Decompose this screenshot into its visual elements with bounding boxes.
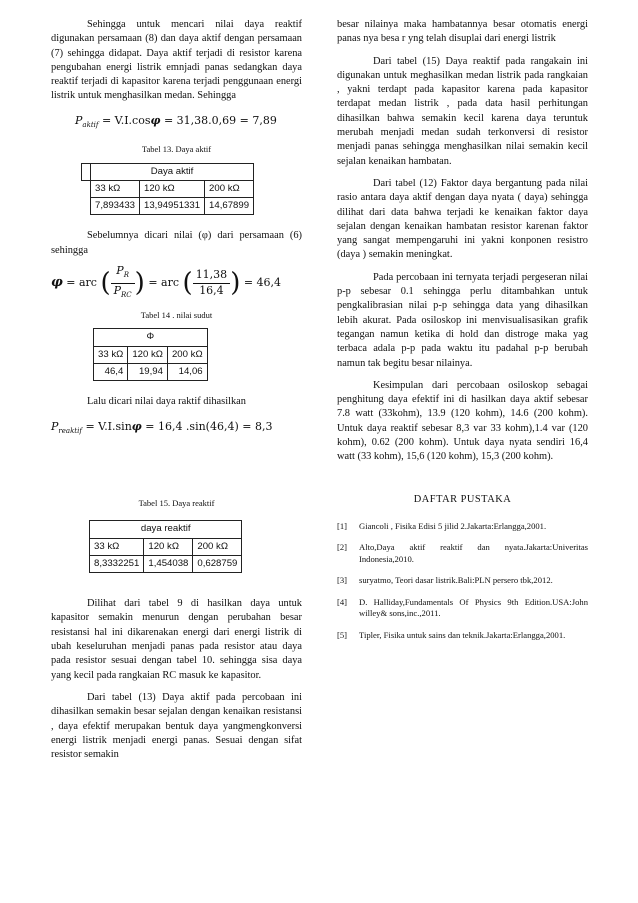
table-cell: 19,94 bbox=[128, 363, 168, 380]
reference-number: [3] bbox=[337, 575, 348, 586]
reference-item bbox=[337, 575, 588, 587]
eq-subscript: R bbox=[123, 271, 129, 280]
equation-angle: φ = arc ( $\frac{P_R}{P_{RC}}$ ) = arc ( $\frac{11,38}{16,4}$ ) = 46,4 bbox=[51, 264, 302, 302]
eq-result: = 46,4 bbox=[243, 276, 282, 290]
equation-reactive-power bbox=[51, 420, 302, 438]
eq-result: = 31,38.0,69 = 7,89 bbox=[163, 113, 277, 127]
eq-phi: φ bbox=[150, 113, 161, 127]
table-header: daya reaktif bbox=[90, 521, 242, 538]
references-title: DAFTAR PUSTAKA bbox=[413, 493, 512, 505]
table-cell: 120 kΩ bbox=[140, 180, 205, 197]
eq-operator: = arc bbox=[148, 276, 180, 290]
table-cell: 0,628759 bbox=[193, 555, 242, 572]
eq-numerator: 11,38 bbox=[193, 268, 231, 283]
reference-item bbox=[337, 542, 588, 565]
reference-number: [1] bbox=[337, 520, 348, 531]
table-cell: 33 kΩ bbox=[94, 346, 128, 363]
table-cell: 33 kΩ bbox=[91, 180, 140, 197]
eq-expression: = V.I.sin bbox=[85, 419, 132, 433]
eq-symbol: P bbox=[51, 419, 59, 433]
eq-symbol: P bbox=[75, 113, 83, 127]
table-14-caption: Tabel 14 . nilai sudut bbox=[140, 310, 213, 321]
table-cell: 14,67899 bbox=[205, 198, 254, 215]
reference-text: Tipler, Fisika untuk sains dan teknik.Jakarta:Erlangga,2001. bbox=[359, 629, 566, 640]
right-column bbox=[337, 18, 588, 651]
eq-subscript: RC bbox=[121, 290, 132, 299]
reference-text: suryatmo, Teori dasar listrik.Bali:PLN persero tbk,2012. bbox=[359, 575, 553, 586]
eq-phi: φ bbox=[131, 419, 142, 433]
eq-result: = 16,4 .sin(46,4) = 8,3 bbox=[145, 419, 273, 433]
paragraph: Kesimpulan dari percobaan osiloskop sebagai penghitung daya efektif ini di hasilkan daya aktif sebesar 7.8 watt (33kohm), 13.9 (120 kohm), 14.6 (200 kohm). Untuk daya reaktif sebesar 8,3 var 33 kohm),1.4 var (120 kohm), 0.62 (200 kohm). Untuk daya nyata sendiri 16,4 watt (33 kohm), 15,6 (120 kohm), 15,3 (200 kohm). bbox=[337, 379, 588, 463]
table-cell: 120 kΩ bbox=[128, 346, 168, 363]
reference-number: [5] bbox=[337, 629, 348, 640]
paragraph: Dari tabel (15) Daya reaktif pada rangakain ini digunakan untuk meghasilkan medan listrik pada rangkaian , yakni terdapt pada kapasitor karena pada kapasitor terdapat medan listrik , pada data hasil perhitungan dihasilkan bahwa semakin kecil karena daya teruntuk merubah menjadi medan sudah terkonversi di resistor menjadi panas sehingga menghasilkan nilai semakin kecil sejalan kenaikan hambatan. bbox=[337, 55, 588, 167]
table-cell: 200 kΩ bbox=[205, 180, 254, 197]
reference-item bbox=[337, 597, 588, 620]
table-cell: 8,3332251 bbox=[90, 555, 144, 572]
table-13-caption: Tabel 13. Daya aktif bbox=[141, 144, 212, 155]
paragraph: Sebelumnya dicari nilai (φ) dari persamaan (6) sehingga bbox=[51, 230, 302, 256]
paragraph: Dari tabel (13) Daya aktif pada percobaan ini dihasilkan semakin besar sejalan dengan kenaikan resistansi , daya efektif merupakan bentuk daya yangmengkonversi energi listrik menjadi energi panas. Sesuai dengan sifat resistor semakin bbox=[51, 691, 302, 761]
reference-item bbox=[337, 630, 588, 642]
table-15 bbox=[89, 520, 242, 573]
table-cell: 200 kΩ bbox=[167, 346, 207, 363]
reference-text: Alto,Daya aktif reaktif dan nyata.Jakarta:Univeritas Indonesia,2010. bbox=[359, 542, 588, 564]
eq-expression: = V.I.cos bbox=[101, 113, 151, 127]
paragraph: Lalu dicari nilai daya raktif dihasilkan bbox=[87, 396, 246, 408]
table-cell: 46,4 bbox=[94, 363, 128, 380]
table-cell: 33 kΩ bbox=[90, 538, 144, 555]
reference-number: [4] bbox=[337, 596, 348, 607]
table-header: Daya aktif bbox=[91, 163, 254, 180]
paragraph: Dari tabel (12) Faktor daya bergantung pada nilai rasio antara daya aktif dengan daya nyata ( daya) sehingga dilihat dari data bahwa terjadi ke kenaikan faktor daya sejalan dengan kenaikan hambatan resistor karenan faktor yang sangat mempengaruhi ini yakni konponen resistro (daya ) semakin meningkat. bbox=[337, 177, 588, 261]
reference-text: D. Halliday,Fundamentals Of Physics 9th Edition.USA:John willey& sons,inc.,2011. bbox=[359, 596, 588, 619]
left-column bbox=[51, 18, 302, 762]
paragraph: Pada percobaan ini ternyata terjadi pergeseran nilai p-p sebesar 0.1 sehingga perlu ditambahkan untuk pengkalibrasian nilai p-p sehingga data yang dihasilkan lebih akurat. Pada osiloskop ini menvisualisasikan grafik tegangan namun ketika di hold dan distroge maka yag terbaca adala p-p pada waktu itu padahal p-p berubah namun tak begitu besar nilainya. bbox=[337, 271, 588, 369]
eq-fraction bbox=[193, 268, 231, 298]
eq-subscript: reaktif bbox=[58, 426, 82, 435]
table-cell: 7,893433 bbox=[91, 198, 140, 215]
paragraph: besar nilainya maka hambatannya besar otomatis energi panas nya besa r yng telah disuplai dari energi listrik bbox=[337, 19, 588, 45]
table-cell: 200 kΩ bbox=[193, 538, 242, 555]
table-cell: 120 kΩ bbox=[144, 538, 193, 555]
reference-item bbox=[337, 521, 588, 533]
table-header: Φ bbox=[94, 329, 208, 346]
table-cell: 14,06 bbox=[167, 363, 207, 380]
equation-active-power bbox=[75, 114, 302, 132]
paragraph: Sehingga untuk mencari nilai daya reaktif digunakan persamaan (8) dan daya aktif dengan persamaan (7) sehingga didapat. Daya aktif terjadi di resistor karena pengubahan energi listrik emnjadi panas sedangkan daya reaktif terjadi di kapasitor karena terjadi penggunaan energi listrik untuk menghasilkan medan. Sehingga bbox=[51, 19, 302, 102]
reference-text: Giancoli , Fisika Edisi 5 jilid 2.Jakarta:Erlangga,2001. bbox=[359, 520, 547, 531]
table-cell: 13,94951331 bbox=[140, 198, 205, 215]
table-13 bbox=[81, 163, 254, 216]
eq-phi: φ bbox=[51, 275, 63, 291]
paragraph: Dilihat dari tabel 9 di hasilkan daya untuk kapasitor semakin menurun dengan perubahan besar resistansi hal ini dikarenakan energi dari energi listrik di ubah keseluruhan menjadi panas pada resistor atau daya pada resistor sesuai dengan tabel 10. sehingga sisa daya yang kecil pada rangkaian RC masuk ke kapasitor. bbox=[51, 598, 302, 681]
table-15-caption: Tabel 15. Daya reaktif bbox=[138, 497, 215, 508]
eq-denominator: 16,4 bbox=[199, 283, 224, 297]
eq-subscript: aktif bbox=[82, 120, 99, 129]
table-14 bbox=[93, 328, 208, 381]
eq-operator: = arc bbox=[66, 276, 97, 290]
reference-number: [2] bbox=[337, 542, 348, 553]
eq-fraction bbox=[111, 264, 135, 302]
eq-numerator: P bbox=[116, 264, 124, 278]
table-cell: 1,454038 bbox=[144, 555, 193, 572]
eq-denominator: P bbox=[113, 283, 122, 297]
